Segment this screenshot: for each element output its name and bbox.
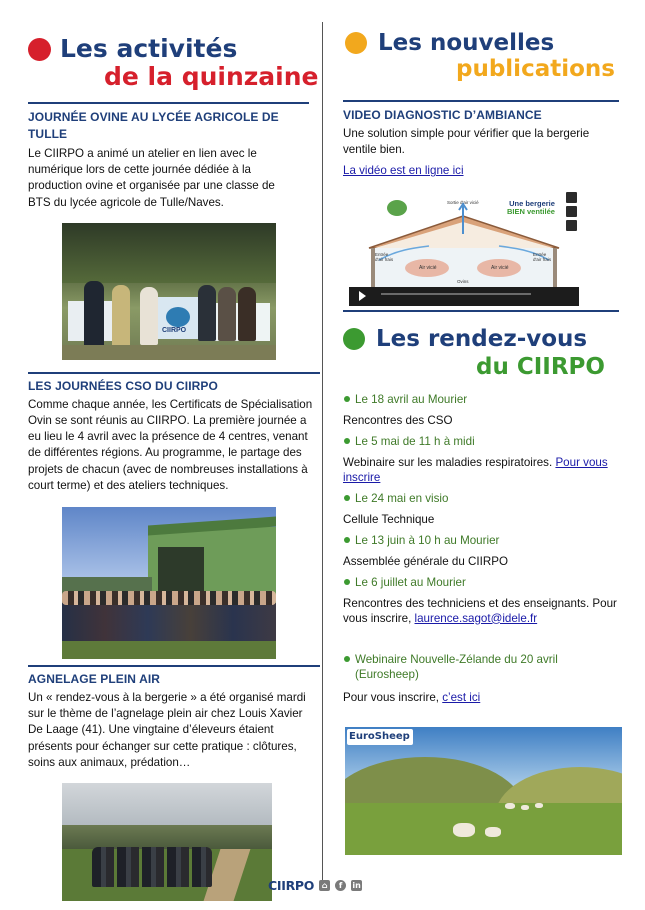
rdv-heading-line1: Les rendez-vous: [376, 325, 588, 352]
register-link[interactable]: Pour vous inscrire: [343, 455, 608, 484]
article-divider: [28, 102, 309, 104]
rdv-date-text: Webinaire Nouvelle-Zélande du 20 avril (Eurosheep): [355, 652, 558, 681]
left-column: [28, 30, 320, 901]
eurosheep-photo: [345, 727, 622, 855]
orange-dot-icon: [345, 32, 367, 54]
rdv-list: [343, 392, 619, 705]
rdv-item: [343, 533, 619, 569]
article-divider: [343, 100, 619, 102]
facebook-icon[interactable]: f: [335, 880, 346, 891]
rdv-desc: Assemblée générale du CIIRPO: [343, 554, 508, 568]
label-floor: Ovins: [457, 278, 469, 284]
rdv-item-webinar: [343, 652, 619, 705]
rdv-desc: [343, 690, 619, 705]
bullet-icon: [344, 438, 350, 444]
rdv-date: [343, 434, 619, 449]
rdv-desc: [343, 455, 619, 485]
agnelage-field-photo: [62, 783, 272, 901]
rdv-date: [343, 575, 619, 590]
rdv-item: [343, 491, 619, 527]
label-intake-left: Entrée d'air frais: [375, 251, 394, 262]
article-title: LES JOURNÉES CSO DU CIIRPO: [28, 378, 218, 393]
label-air-right: Air vicié: [491, 264, 509, 271]
article-divider: [28, 665, 320, 667]
activities-heading-line2: de la quinzaine: [104, 62, 319, 91]
rdv-desc-text: Rencontres des techniciens et des enseignants. Pour vous inscrire,: [343, 596, 617, 625]
bullet-icon: [344, 656, 350, 662]
rdv-date-text: Le 13 juin à 10 h au Mourier: [355, 533, 500, 547]
rdv-date: [343, 652, 619, 682]
linkedin-icon[interactable]: in: [352, 880, 361, 890]
footer-logo: CIIRPO: [268, 877, 315, 893]
article-body: Le CIIRPO a animé un atelier en lien avec le numérique lors de cette journée dédiée à la production ovine et organisée par une classe de BTS du lycée agricole de Tulle/Naves.: [28, 147, 275, 209]
activities-heading: [28, 30, 320, 98]
label-intake-right: Entrée d'air frais: [533, 251, 552, 262]
rdv-desc: Rencontres des CSO: [343, 413, 453, 427]
lycee-group-photo: [62, 223, 276, 360]
rdv-heading-line2: du CIIRPO: [476, 353, 605, 380]
rdv-heading: [343, 326, 619, 386]
rdv-date-text: Le 24 mai en visio: [355, 491, 449, 505]
rdv-date-text: Le 5 mai de 11 h à midi: [355, 434, 475, 448]
rdv-desc-text: Webinaire sur les maladies respiratoires.: [343, 455, 556, 469]
green-dot-icon: [343, 328, 365, 350]
article-body: Une solution simple pour vérifier que la bergerie ventile bien.: [343, 127, 590, 157]
rdv-item: [343, 434, 619, 485]
eurosheep-logo: EuroSheep: [349, 730, 410, 742]
video-heading-line2: BIEN ventilée: [507, 206, 555, 216]
bullet-icon: [344, 495, 350, 501]
right-column: [343, 30, 619, 855]
rdv-date-text: Le 6 juillet au Mourier: [355, 575, 466, 589]
rdv-date: [343, 533, 619, 548]
publications-heading: [343, 30, 619, 94]
bullet-icon: [344, 396, 350, 402]
rdv-item: [343, 392, 619, 428]
rdv-date-text: Le 18 avril au Mourier: [355, 392, 468, 406]
video-player[interactable]: [349, 190, 579, 306]
video-heading-line1: Une bergerie: [509, 198, 555, 208]
rdv-desc-text: Pour vous inscrire,: [343, 690, 443, 704]
photo-banner-label: CIIRPO: [162, 326, 187, 334]
label-exhaust: Sortie d'air vicié: [447, 199, 479, 205]
article-title: AGNELAGE PLEIN AIR: [28, 672, 161, 687]
website-icon[interactable]: ⌂: [319, 880, 330, 891]
rdv-desc: [343, 596, 619, 626]
article-divider: [343, 310, 619, 312]
publications-heading-line2: publications: [456, 56, 615, 82]
article-title: JOURNÉE OVINE AU LYCÉE AGRICOLE DE TULLE: [28, 110, 279, 141]
email-link[interactable]: laurence.sagot@idele.fr: [414, 611, 538, 625]
article-title: VIDEO DIAGNOSTIC D’AMBIANCE: [343, 108, 542, 122]
play-button[interactable]: [355, 288, 369, 304]
rdv-date: [343, 491, 619, 506]
rdv-date: [343, 392, 619, 407]
column-divider: [322, 22, 323, 890]
article-divider: [28, 372, 320, 374]
label-air-left: Air vicié: [419, 264, 437, 271]
red-dot-icon: [28, 38, 51, 61]
webinar-link[interactable]: c’est ici: [442, 690, 481, 704]
footer: [268, 877, 362, 893]
rdv-desc: Cellule Technique: [343, 512, 435, 526]
article-body: Comme chaque année, les Certificats de Spécialisation Ovin se sont réunis au CIIRPO. La première journée a eu lieu le 4 avril avec la présence de 4 centres, venant de différentes régions. Au programme, le partage des projets de chacun (avec de nombreuses installations à court terme) et des ateliers techniques.: [28, 397, 313, 492]
cso-group-photo: [62, 507, 276, 659]
bullet-icon: [344, 537, 350, 543]
ventilation-diagram: [349, 190, 579, 306]
bullet-icon: [344, 579, 350, 585]
article-body: Un « rendez-vous à la bergerie » a été organisé mardi sur le thème de l’agnelage plein air chez Louis Xavier De Laage (41). Une vingtaine d’éleveurs étaient présents pour échanger sur cette pratique : clôtures, soins aux animaux, prédation…: [28, 691, 306, 769]
activities-heading-line1: Les activités: [60, 34, 238, 63]
publications-heading-line1: Les nouvelles: [378, 30, 555, 56]
video-link[interactable]: La vidéo est en ligne ici: [343, 164, 464, 178]
rdv-item: [343, 575, 619, 626]
